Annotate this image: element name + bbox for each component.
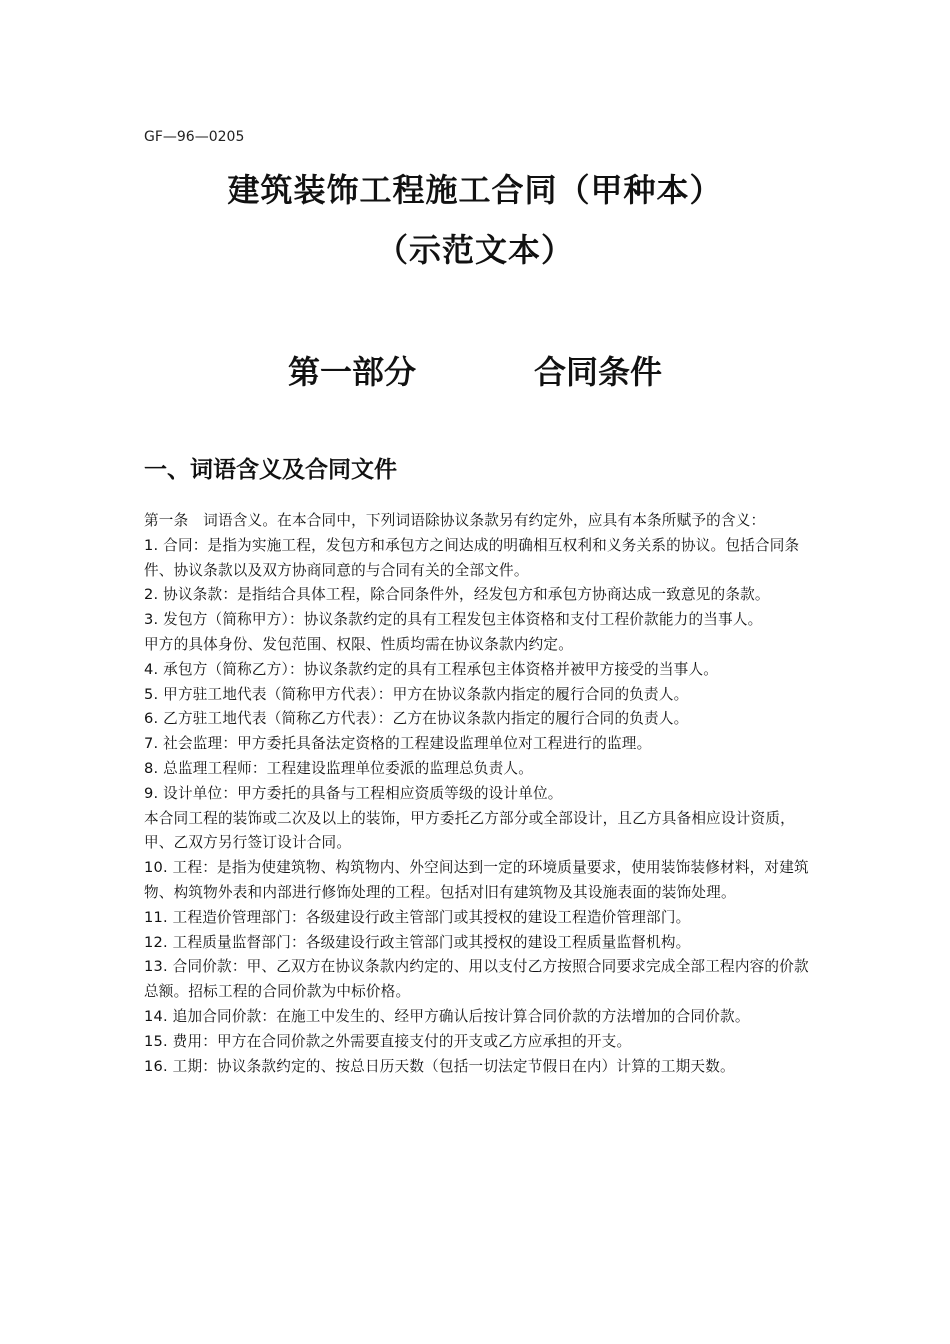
paragraph: 本合同工程的装饰或二次及以上的装饰，甲方委托乙方部分或全部设计，且乙方具备相应设计资质，甲、乙双方另行签订设计合同。 <box>144 809 795 852</box>
paragraph: 1. 合同：是指为实施工程，发包方和承包方之间达成的明确相互权利和义务关系的协议。包括合同条件、协议条款以及双方协商同意的与合同有关的全部文件。 <box>144 536 800 579</box>
paragraph: 13. 合同价款：甲、乙双方在协议条款内约定的、用以支付乙方按照合同要求完成全部工程内容的价款总额。招标工程的合同价款为中标价格。 <box>144 958 809 1001</box>
paragraph: 12. 工程质量监督部门：各级建设行政主管部门或其授权的建设工程质量监督机构。 <box>144 933 691 951</box>
paragraph: 3. 发包方（简称甲方）：协议条款约定的具有工程发包主体资格和支付工程价款能力的当事人。 <box>144 611 763 629</box>
paragraph: 15. 费用：甲方在合同价款之外需要直接支付的开支或乙方应承担的开支。 <box>144 1032 632 1050</box>
paragraph: 7. 社会监理：甲方委托具备法定资格的工程建设监理单位对工程进行的监理。 <box>144 735 652 753</box>
paragraph: 2. 协议条款：是指结合具体工程，除合同条件外，经发包方和承包方协商达成一致意见的条款。 <box>144 586 770 604</box>
paragraph: 10. 工程：是指为使建筑物、构筑物内、外空间达到一定的环境质量要求，使用装饰装修材料，对建筑物、构筑物外表和内部进行修饰处理的工程。包括对旧有建筑物及其设施表面的装饰处理。 <box>144 859 809 901</box>
paragraph: 11. 工程造价管理部门：各级建设行政主管部门或其授权的建设工程造价管理部门。 <box>144 908 691 926</box>
paragraph: 8. 总监理工程师：工程建设监理单位委派的监理总负责人。 <box>144 759 534 777</box>
paragraph: 甲方的具体身份、发包范围、权限、性质均需在协议条款内约定。 <box>144 635 574 653</box>
paragraph: 6. 乙方驻工地代表（简称乙方代表）：乙方在协议条款内指定的履行合同的负责人。 <box>144 710 689 728</box>
document-title: 建筑装饰工程施工合同（甲种本） <box>227 171 723 209</box>
paragraph: 5. 甲方驻工地代表（简称甲方代表）：甲方在协议条款内指定的履行合同的负责人。 <box>144 685 689 703</box>
part-label: 第一部分 <box>287 353 416 391</box>
document-code: GF—96—0205 <box>144 129 245 145</box>
paragraph: 第一条 词语含义。在本合同中，下列词语除协议条款另有约定外，应具有本条所赋予的含义： <box>144 512 766 529</box>
part-title: 合同条件 <box>534 353 663 391</box>
paragraph: 4. 承包方（简称乙方）：协议条款约定的具有工程承包主体资格并被甲方接受的当事人。 <box>144 660 719 678</box>
paragraph: 14. 追加合同价款：在施工中发生的、经甲方确认后按计算合同价款的方法增加的合同价款。 <box>144 1007 750 1025</box>
part-heading <box>144 352 806 392</box>
section-heading: 一、词语含义及合同文件 <box>144 457 397 483</box>
paragraph: 16. 工期：协议条款约定的、按总日历天数（包括一切法定节假日在内）计算的工期天数。 <box>144 1057 735 1075</box>
document-subtitle: （示范文本） <box>375 231 574 269</box>
body-text <box>144 509 812 1079</box>
document-page <box>144 0 812 1344</box>
paragraph: 9. 设计单位：甲方委托的具备与工程相应资质等级的设计单位。 <box>144 784 563 802</box>
